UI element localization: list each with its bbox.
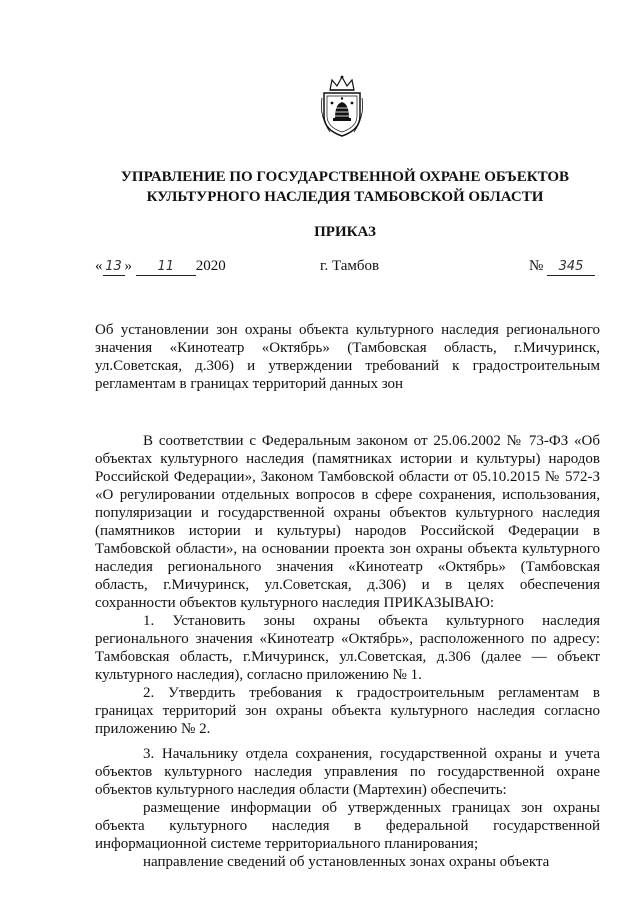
document-type-title: ПРИКАЗ	[314, 224, 376, 240]
order-item-1: 1. Установить зоны охраны объекта культурного наследия регионального значения «Кинотеатр «Октябрь», расположенного по адресу: Тамбовская область, г.Мичуринск, ул.Советская, д.306 (далее — объект культурного наследия), согласно приложению № 1.	[95, 613, 600, 683]
order-item-2: 2. Утвердить требования к градостроительным регламентам в границах территорий зон охраны объекта культурного наследия согласно приложению № 2.	[95, 685, 600, 737]
order-item-3-subitem-b: направление сведений об установленных зонах охраны объекта	[143, 854, 550, 870]
document-date	[95, 256, 226, 276]
document-subject: Об установлении зон охраны объекта культурного наследия регионального значения «Кинотеатр «Октябрь» (Тамбовская область, г.Мичуринск, ул.Советская, д.306) и утверждении требований к градостроительным регламентам в границах территорий данных зон	[95, 322, 600, 392]
organization-name-line-1: УПРАВЛЕНИЕ ПО ГОСУДАРСТВЕННОЙ ОХРАНЕ ОБЪЕКТОВ	[120, 169, 570, 185]
document-meta-row	[95, 256, 595, 276]
number-label: №	[528, 258, 544, 274]
date-year: 2020	[195, 258, 226, 274]
date-day: 13	[103, 259, 125, 276]
document-number	[529, 256, 595, 276]
document-body	[95, 432, 600, 871]
organization-name	[90, 167, 600, 207]
date-quote-close: »	[124, 258, 132, 274]
order-item-3-subitem-a: размещение информации об утвержденных границах зон охраны объекта культурного наследия в федеральной государственной информационной системе территориального планирования;	[95, 800, 600, 852]
order-item-3: 3. Начальнику отдела сохранения, государственной охраны и учета объектов культурного наследия управления по государственной охране объектов культурного наследия области (Мартехин) обеспечить:	[95, 746, 600, 798]
date-quote-open: «	[95, 258, 103, 274]
preamble-paragraph: В соответствии с Федеральным законом от 25.06.2002 № 73-ФЗ «Об объектах культурного наследия (памятниках истории и культуры) народов Российской Федерации», Законом Тамбовской области от 05.10.2015 № 572-З «О регулировании отдельных вопросов в сфере сохранения, использования, популяризации и государственной охраны объектов культурного наследия (памятников истории и культуры) народов Российской Федерации в Тамбовской области», на основании проекта зон охраны объекта культурного наследия регионального значения «Кинотеатр «Октябрь» (Тамбовская область, г.Мичуринск, ул.Советская, д.306) и в целях обеспечения сохранности объектов культурного наследия ПРИКАЗЫВАЮ:	[95, 433, 600, 611]
number-value: 345	[547, 259, 595, 276]
tambov-coat-of-arms-icon	[318, 74, 366, 138]
organization-name-line-2: КУЛЬТУРНОГО НАСЛЕДИЯ ТАМБОВСКОЙ ОБЛАСТИ	[146, 189, 544, 205]
document-city: г. Тамбов	[320, 258, 380, 274]
date-month: 11	[136, 259, 196, 276]
